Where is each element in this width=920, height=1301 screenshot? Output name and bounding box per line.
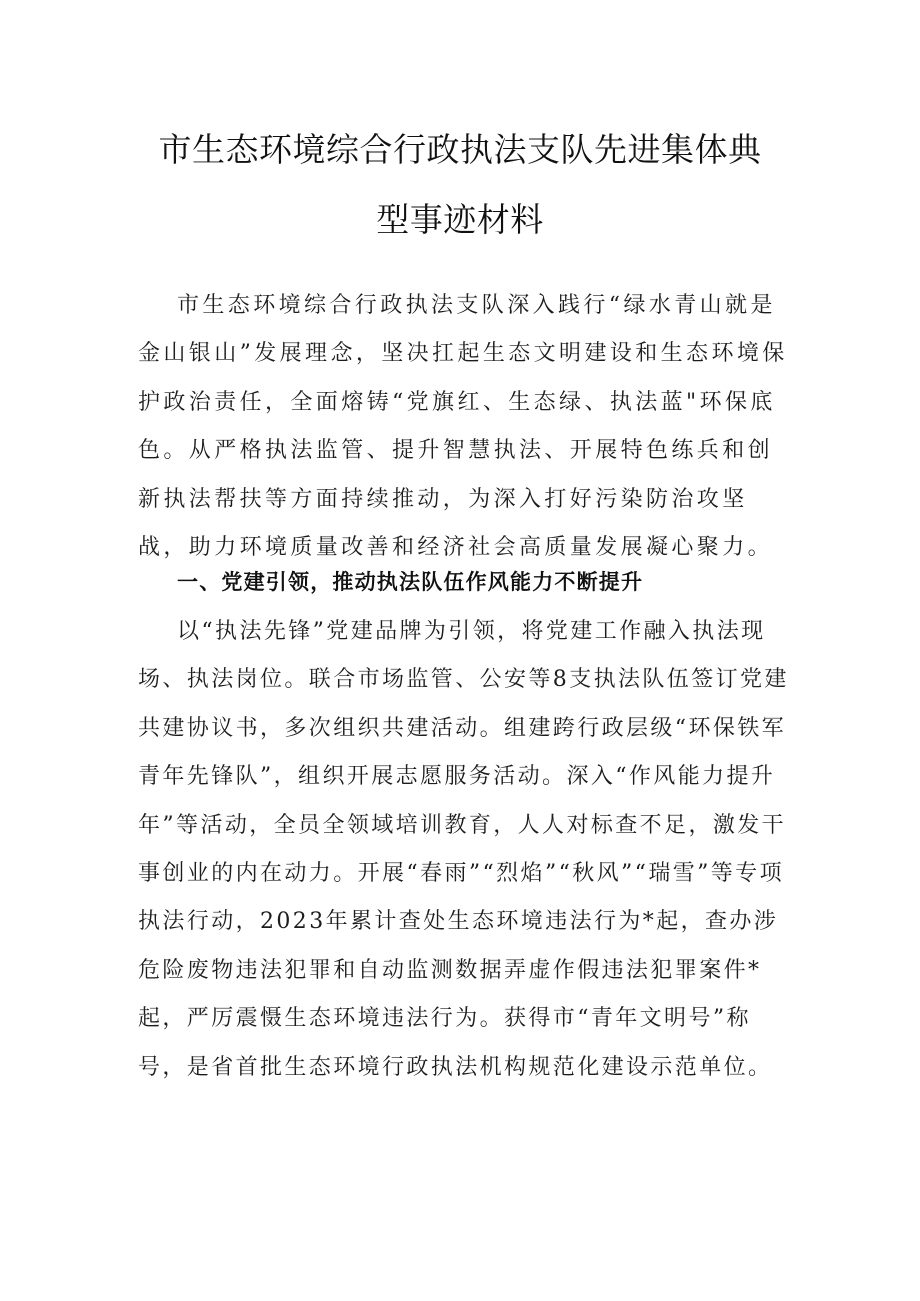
intro-paragraph: 市生态环境综合行政执法支队深入践行“绿水青山就是金山银山”发展理念，坚决扛起生态文明建设和生态环境保护政治责任，全面熔铸“党旗红、生态绿、执法蓝"环保底色。从严格执法监管、提升智慧执法、开展特色练兵和创新执法帮扶等方面持续推动，为深入打好污染防治攻坚战，助力环境质量改善和经济社会高质量发展凝心聚力。 xyxy=(138,293,788,561)
document-title-line-2: 型事迹材料 xyxy=(376,200,544,239)
section-1-paragraph: 以“执法先锋”党建品牌为引领，将党建工作融入执法现场、执法岗位。联合市场监管、公安等8支执法队伍签订党建共建协议书，多次组织共建活动。组建跨行政层级“环保铁军青年先锋队”，组织开展志愿服务活动。深入“作风能力提升年”等活动，全员全领域培训教育，人人对标查不足，激发干事创业的内在动力。开展“春雨”“烈焰”“秋风”“瑞雪”等专项执法行动，2023年累计查处生态环境违法行为*起，查办涉危险废物违法犯罪和自动监测数据弄虚作假违法犯罪案件*起，严厉震慑生态环境违法行为。获得市“青年文明号”称号，是省首批生态环境行政执法机构规范化建设示范单位。 xyxy=(138,619,789,1080)
document-title-line-1: 市生态环境综合行政执法支队先进集体典 xyxy=(158,130,762,169)
section-heading-1: 一、党建引领，推动执法队伍作风能力不断提升 xyxy=(177,570,644,594)
